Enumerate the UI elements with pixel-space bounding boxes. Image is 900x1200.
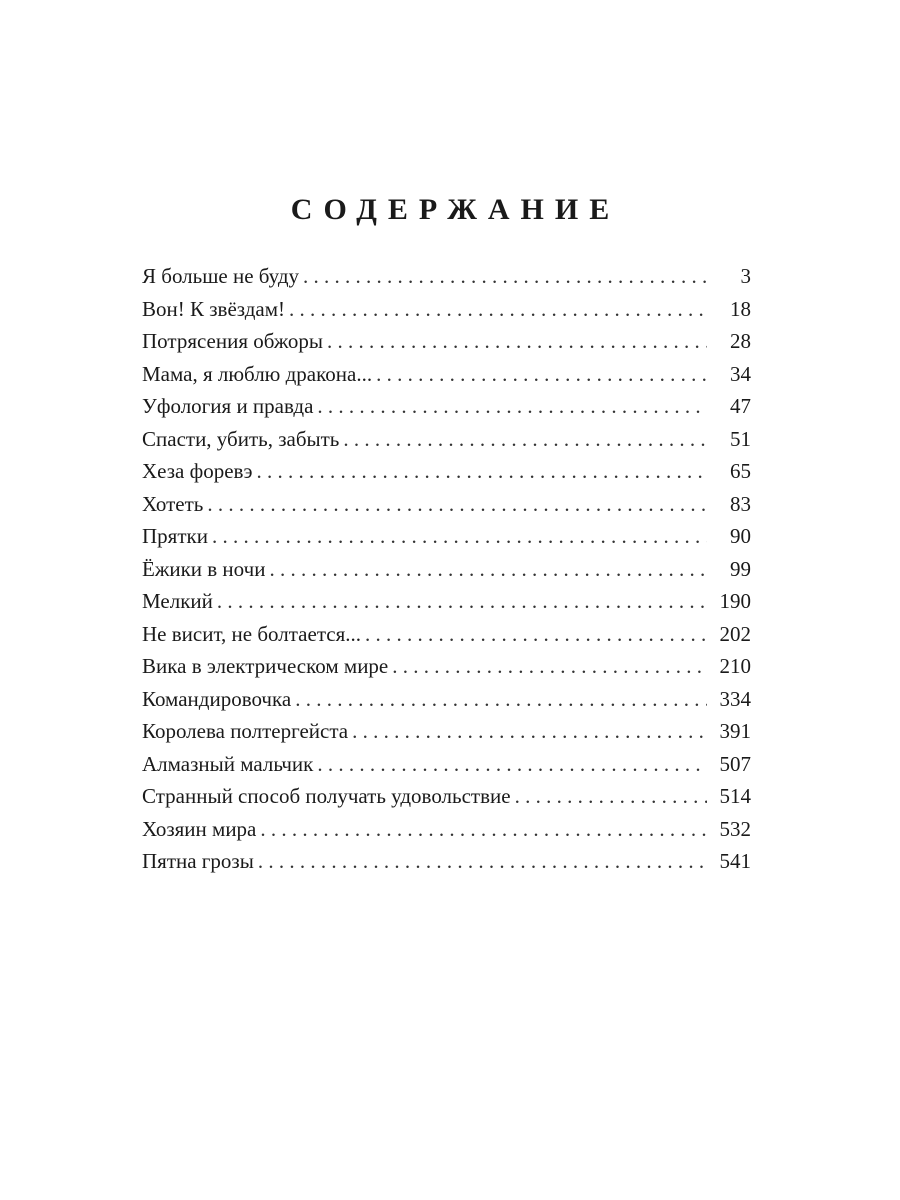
dot-leader (207, 488, 707, 521)
toc-entry-title: Вика в электрическом мире (142, 654, 389, 678)
toc-entry (142, 585, 751, 618)
toc-entry-page-number: 334 (719, 686, 751, 711)
page-title: СОДЕРЖАНИЕ (290, 193, 621, 226)
toc-entry-title: Хозяин мира (142, 816, 257, 841)
toc-entry-page-number: 507 (719, 751, 751, 776)
dot-leader (258, 845, 707, 878)
dot-leader (365, 618, 707, 651)
toc-entry-page-number: 65 (730, 459, 751, 483)
dot-leader (327, 325, 707, 358)
toc-entry-page-number: 210 (719, 654, 751, 678)
toc-entry-title: Ёжики в ночи (142, 556, 266, 581)
toc-entry (142, 650, 751, 683)
dot-leader (303, 260, 707, 293)
dot-leader (295, 683, 707, 716)
dot-leader (343, 423, 707, 456)
toc-entry-title: Странный способ получать удовольствие (142, 784, 511, 808)
toc-entry-title: Вон! К звёздам! (142, 296, 285, 321)
toc-entry-title: Хеза форевэ (142, 459, 253, 483)
dot-leader (515, 780, 707, 813)
toc-entry (142, 260, 751, 293)
toc-entry-page-number: 202 (719, 621, 751, 646)
toc-entry (142, 553, 751, 586)
table-of-contents (142, 260, 751, 878)
toc-entry-title: Потрясения обжоры (142, 329, 324, 353)
toc-entry-page-number: 90 (730, 524, 751, 548)
toc-entry (142, 455, 751, 488)
dot-leader (217, 585, 707, 618)
dot-leader (260, 813, 707, 846)
dot-leader (289, 293, 707, 326)
dot-leader (392, 650, 707, 683)
toc-entry-page-number: 99 (730, 556, 751, 581)
dot-leader (317, 390, 707, 423)
toc-entry-title: Не висит, не болтается... (142, 621, 361, 646)
toc-entry (142, 293, 751, 326)
toc-entry-page-number: 3 (740, 264, 751, 288)
toc-entry-title: Алмазный мальчик (142, 751, 314, 776)
toc-entry-page-number: 190 (719, 589, 751, 613)
toc-entry-title: Мелкий (142, 589, 213, 613)
toc-entry-page-number: 391 (719, 719, 751, 743)
toc-entry (142, 520, 751, 553)
toc-entry-title: Хотеть (142, 491, 204, 516)
toc-entry-title: Спасти, убить, забыть (142, 426, 340, 451)
toc-entry (142, 423, 751, 456)
toc-entry (142, 325, 751, 358)
toc-entry-title: Мама, я люблю дракона... (142, 361, 373, 386)
toc-entry (142, 715, 751, 748)
dot-leader (376, 358, 707, 391)
dot-leader (212, 520, 707, 553)
toc-entry (142, 780, 751, 813)
toc-entry (142, 390, 751, 423)
toc-entry (142, 618, 751, 651)
toc-entry-title: Пятна грозы (142, 849, 254, 873)
toc-entry-page-number: 532 (719, 816, 751, 841)
toc-entry (142, 358, 751, 391)
dot-leader (352, 715, 707, 748)
toc-entry-title: Прятки (142, 524, 208, 548)
dot-leader (256, 455, 707, 488)
toc-entry-page-number: 47 (730, 394, 751, 418)
toc-entry-page-number: 28 (730, 329, 751, 353)
toc-entry (142, 488, 751, 521)
toc-entry-title: Я больше не буду (142, 264, 300, 288)
toc-entry-title: Уфология и правда (142, 394, 314, 418)
toc-entry (142, 683, 751, 716)
toc-entry-title: Королева полтергейста (142, 719, 349, 743)
toc-entry-title: Командировочка (142, 686, 292, 711)
toc-entry-page-number: 83 (730, 491, 751, 516)
toc-entry-page-number: 18 (730, 296, 751, 321)
toc-entry-page-number: 51 (730, 426, 751, 451)
toc-entry-page-number: 541 (719, 849, 751, 873)
dot-leader (317, 748, 707, 781)
toc-entry-page-number: 34 (730, 361, 751, 386)
toc-entry (142, 748, 751, 781)
toc-entry (142, 813, 751, 846)
toc-entry (142, 845, 751, 878)
toc-entry-page-number: 514 (719, 784, 751, 808)
dot-leader (269, 553, 707, 586)
